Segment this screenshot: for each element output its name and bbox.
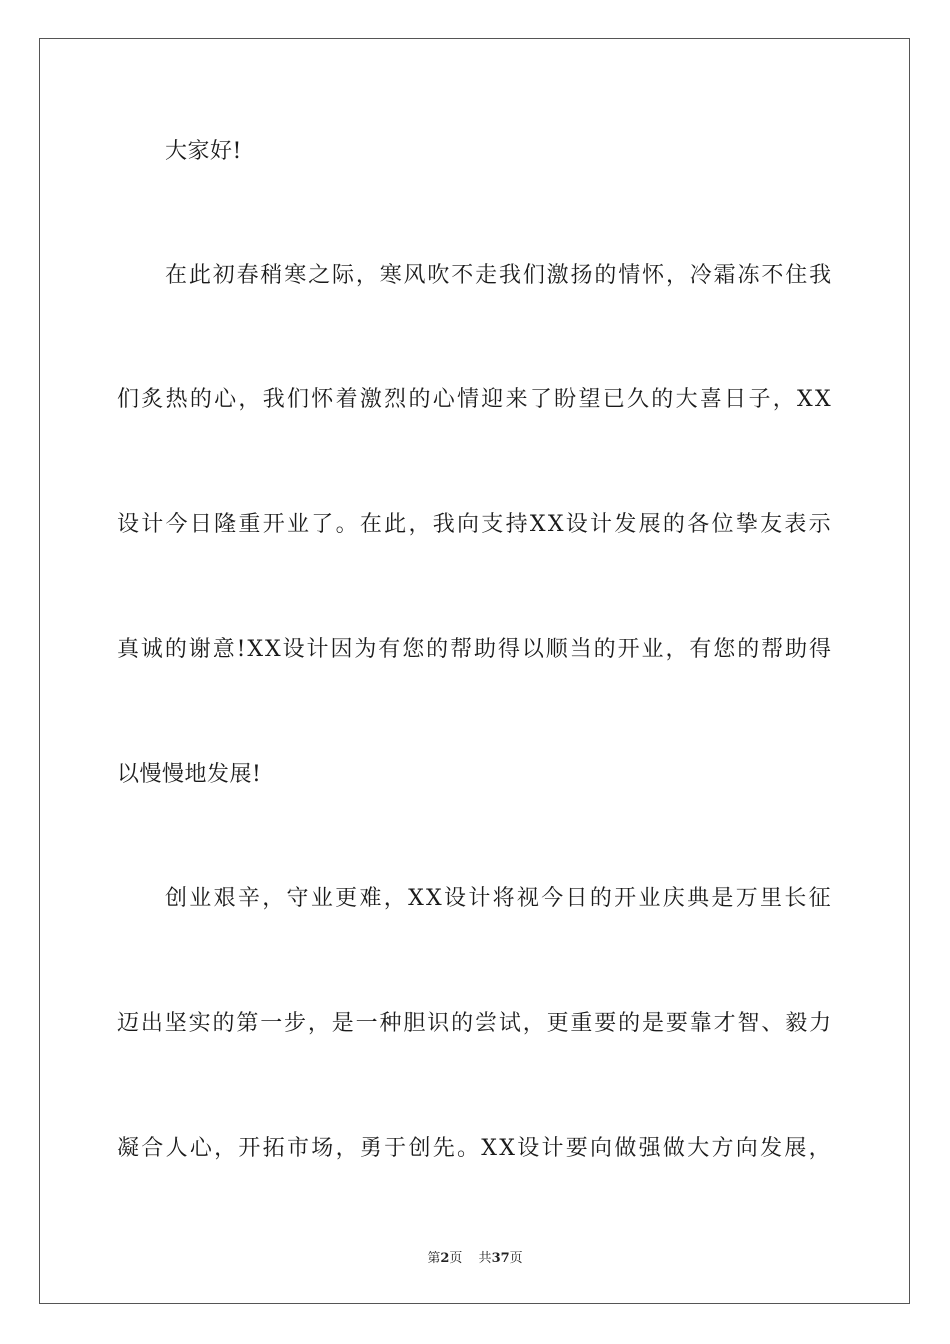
line-text: 在此初春稍寒之际，寒风吹不走我们激扬的情怀，冷霜冻不住我 (165, 263, 833, 288)
total-prefix: 共 (478, 1251, 492, 1266)
page-prefix: 第 (427, 1251, 441, 1266)
page-number (427, 1251, 462, 1266)
paragraph-1-line-1 (165, 261, 833, 291)
paragraph-1-line-2 (117, 385, 833, 415)
paragraph-1-line-5 (117, 760, 833, 790)
line-text: 迈出坚实的第一步，是一种胆识的尝试，更重要的是要靠才智、毅力 (117, 1011, 833, 1036)
page-footer (0, 1247, 950, 1266)
paragraph-2-line-2 (117, 1009, 833, 1039)
page-total (479, 1251, 523, 1266)
greeting-line: 大家好! (165, 139, 242, 164)
line-text: 创业艰辛，守业更难，XX设计将视今日的开业庆典是万里长征 (165, 886, 833, 911)
paragraph-1-line-3 (117, 510, 833, 540)
page-border (39, 38, 910, 1304)
current-page: 2 (440, 1251, 450, 1266)
line-text: 们炙热的心，我们怀着激烈的心情迎来了盼望已久的大喜日子，XX (117, 387, 833, 412)
paragraph-2-line-1 (165, 884, 833, 914)
line-text: 以慢慢地发展! (117, 762, 262, 787)
line-text: 设计今日隆重开业了。在此，我向支持XX设计发展的各位挚友表示 (117, 512, 833, 537)
page-suffix: 页 (449, 1251, 463, 1266)
paragraph-2-line-3 (117, 1134, 833, 1164)
total-suffix: 页 (509, 1251, 523, 1266)
paragraph-1-line-4 (117, 635, 833, 665)
line-text: 真诚的谢意!XX设计因为有您的帮助得以顺当的开业，有您的帮助得 (117, 637, 833, 662)
total-pages: 37 (491, 1251, 510, 1266)
line-text: 凝合人心，开拓市场，勇于创先。XX设计要向做强做大方向发展， (117, 1136, 833, 1161)
